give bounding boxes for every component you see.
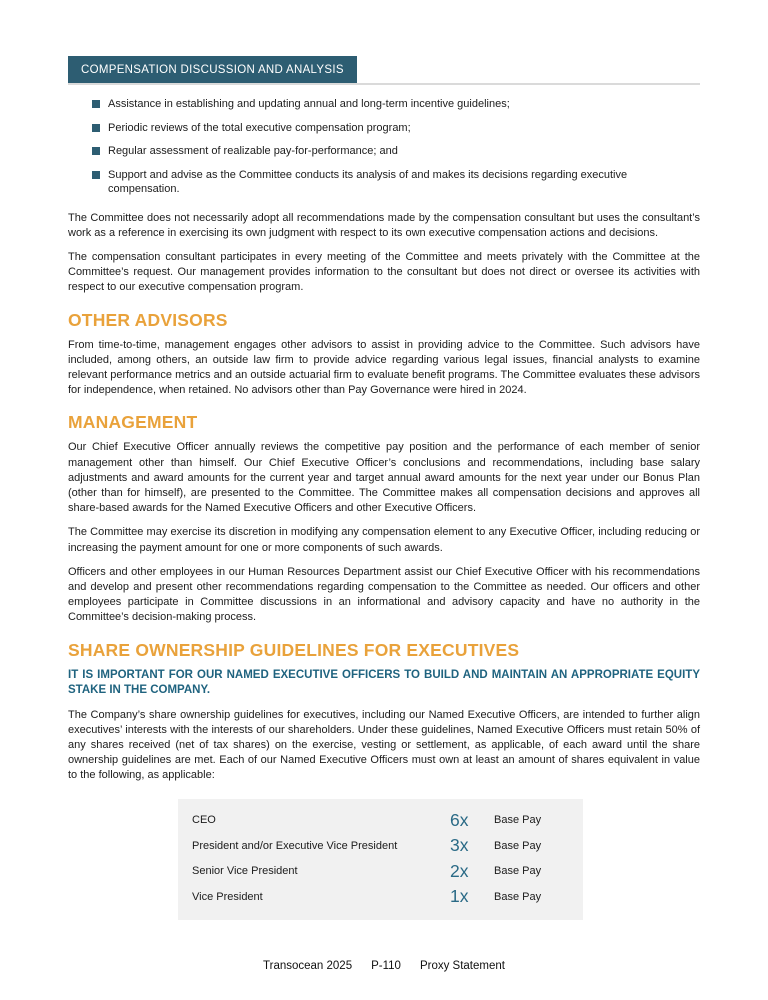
paragraph: The Company’s share ownership guidelines for executives, including our Named Executive Officers, are intended to further align executives’ interests with the interests of our shareholders. Under these guidelines, Named Executive Officers must retain 50% of any shares received (net of tax shares) on the exercise, vesting or settlement, as applicable, of each award until the share ownership guidelines are met. Each of our Named Executive Officers must own at least an amount of shares equivalent in value to the following, as applicable: [68, 708, 700, 782]
consultant-duties-list [92, 97, 700, 197]
paragraph: Officers and other employees in our Human Resources Department assist our Chief Executive Officer with his recommendations and develop and present other recommendations regarding compensation to the Committee as needed. Our officers and other employees participate in Committee discussions in an informational and advisory capacity and have no authority in the Committee’s decision-making process. [68, 565, 700, 624]
table-row [192, 859, 569, 885]
unit-cell: Base Pay [494, 814, 542, 827]
footer-doc-type: Proxy Statement [419, 960, 505, 972]
paragraph: From time-to-time, management engages other advisors to assist in providing advice to the Committee. Such advisors have included, among others, an outside law firm to provide advice regarding various legal issues, financial analysts to examine relevant performance metrics and an outside actuarial firm to evaluate benefit programs. The Committee evaluates these advisors for independence, when retained. No advisors other than Pay Governance were hired in 2024. [68, 338, 700, 397]
list-item [92, 97, 700, 112]
section-banner-row [68, 56, 700, 85]
section-heading-other-advisors: OTHER ADVISORS [68, 309, 228, 330]
table-row [192, 833, 569, 859]
table-row [192, 808, 569, 834]
list-item-text: Regular assessment of realizable pay-for-performance; and [108, 145, 398, 157]
role-cell: President and/or Executive Vice President [192, 839, 398, 852]
bullet-square-icon [92, 147, 100, 155]
footer-page-number: P-110 [371, 960, 401, 972]
footer-company: Transocean 2025 [263, 960, 353, 972]
role-cell: Senior Vice President [192, 865, 298, 878]
section-heading-management: MANAGEMENT [68, 412, 198, 433]
unit-cell: Base Pay [494, 839, 542, 852]
page-footer [0, 960, 768, 972]
list-item-text: Assistance in establishing and updating annual and long-term incentive guidelines; [108, 98, 510, 110]
bullet-square-icon [92, 100, 100, 108]
multiple-cell: 3x [450, 835, 469, 856]
role-cell: Vice President [192, 890, 263, 903]
paragraph: Our Chief Executive Officer annually reviews the competitive pay position and the performance of each member of senior management other than himself. Our Chief Executive Officer’s conclusions and recommendations, including base salary adjustments and award amounts for the current year and target annual award amounts for the next year under our Bonus Plan (other than for himself), are presented to the Committee. The Committee makes all compensation decisions and approves all share-based awards for the Named Executive Officers and other Executive Officers. [68, 441, 700, 515]
paragraph: The Committee may exercise its discretion in modifying any compensation element to any Executive Officer, including reducing or increasing the payment amount for one or more components of such awards. [68, 526, 700, 554]
list-item [92, 168, 700, 197]
multiple-cell: 2x [450, 860, 469, 881]
table-row [192, 884, 569, 910]
multiple-cell: 6x [450, 809, 469, 830]
list-item-text: Periodic reviews of the total executive compensation program; [108, 121, 411, 134]
unit-cell: Base Pay [494, 890, 542, 903]
paragraph: The Committee does not necessarily adopt all recommendations made by the compensation consultant but uses the consultant’s work as a reference in exercising its own judgment with respect to its own executive compensation actions and decisions. [68, 211, 700, 239]
section-banner: COMPENSATION DISCUSSION AND ANALYSIS [68, 56, 357, 83]
section-heading-share-ownership: SHARE OWNERSHIP GUIDELINES FOR EXECUTIVES [68, 639, 520, 660]
unit-cell: Base Pay [494, 865, 542, 878]
list-item-text: Support and advise as the Committee conducts its analysis of and makes its decisions regarding executive compensation. [108, 168, 628, 195]
bullet-square-icon [92, 171, 100, 179]
ownership-guidelines-table [178, 799, 583, 920]
list-item [92, 144, 700, 159]
share-ownership-subheading: IT IS IMPORTANT FOR OUR NAMED EXECUTIVE OFFICERS TO BUILD AND MAINTAIN AN APPROPRIATE EQUITY STAKE IN THE COMPANY. [68, 668, 700, 696]
paragraph: The compensation consultant participates in every meeting of the Committee and meets privately with the Committee at the Committee’s request. Our management provides information to the consultant but does not direct or oversee its activities with respect to our executive compensation program. [68, 250, 700, 294]
multiple-cell: 1x [450, 886, 469, 907]
role-cell: CEO [192, 814, 216, 827]
list-item [92, 121, 700, 136]
bullet-square-icon [92, 124, 100, 132]
